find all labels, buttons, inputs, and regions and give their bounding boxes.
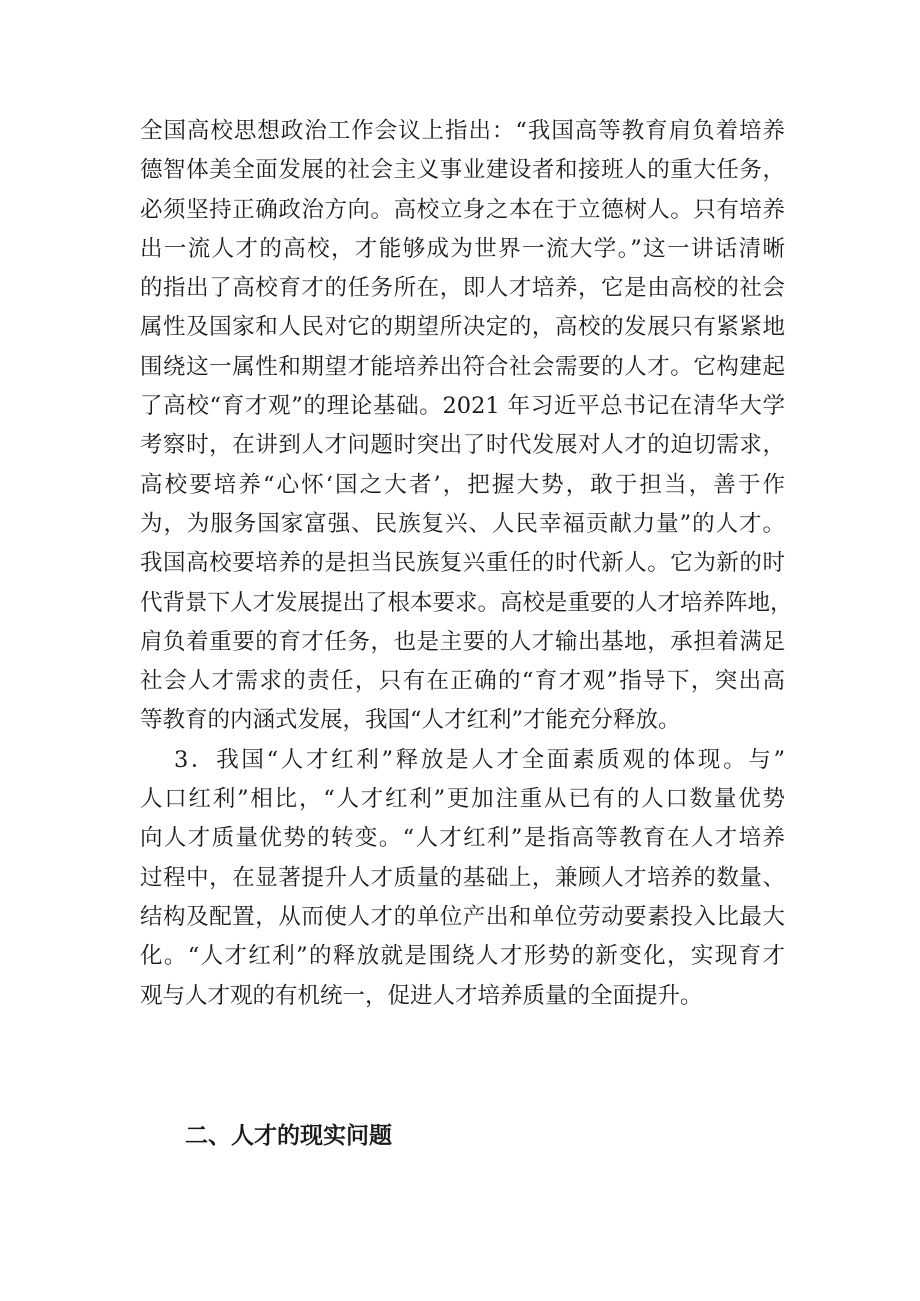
text-line: 德智体美全面发展的社会主义事业建设者和接班人的重大任务， bbox=[140, 157, 785, 184]
text-line: 过程中，在显著提升人才质量的基础上，兼顾人才培养的数量、 bbox=[140, 864, 785, 891]
text-line: 围绕这一属性和期望才能培养出符合社会需要的人才。它构建起 bbox=[140, 353, 785, 380]
text-line: 社会人才需求的责任，只有在正确的“育才观”指导下，突出高 bbox=[140, 668, 785, 695]
text-line: 肩负着重要的育才任务，也是主要的人才输出基地，承担着满足 bbox=[140, 628, 785, 655]
text-line: 向人才质量优势的转变。“人才红利”是指高等教育在人才培养 bbox=[140, 825, 785, 852]
text-line: 出一流人才的高校，才能够成为世界一流大学。”这一讲话清晰 bbox=[140, 235, 785, 262]
text-line: 高校要培养“心怀‘国之大者’，把握大势，敢于担当，善于作 bbox=[140, 471, 785, 498]
text-line: 观与人才观的有机统一，促进人才培养质量的全面提升。 bbox=[140, 982, 703, 1009]
text-line: 人口红利”相比，“人才红利”更加注重从已有的人口数量优势 bbox=[140, 786, 785, 813]
text-line: 全国高校思想政治工作会议上指出：“我国高等教育肩负着培养 bbox=[140, 118, 785, 144]
body-text bbox=[140, 112, 793, 1016]
text-line: 化。“人才红利”的释放就是围绕人才形势的新变化，实现育才 bbox=[140, 943, 785, 970]
text-line: 等教育的内涵式发展，我国“人才红利”才能充分释放。 bbox=[140, 707, 681, 734]
text-line: 属性及国家和人民对它的期望所决定的，高校的发展只有紧紧地 bbox=[140, 314, 785, 341]
text-line: 考察时，在讲到人才问题时突出了时代发展对人才的迫切需求， bbox=[140, 432, 785, 459]
text-line: 代背景下人才发展提出了根本要求。高校是重要的人才培养阵地， bbox=[140, 589, 793, 616]
text-line: 了高校“育才观”的理论基础。2021 年习近平总书记在清华大学 bbox=[140, 393, 785, 420]
section-heading: 二、人才的现实问题 bbox=[185, 1123, 392, 1149]
text-line: 的指出了高校育才的任务所在，即人才培养，它是由高校的社会 bbox=[140, 275, 785, 302]
text-line: 为，为服务国家富强、民族复兴、人民幸福贡献力量”的人才。 bbox=[140, 510, 785, 537]
text-line: 我国高校要培养的是担当民族复兴重任的时代新人。它为新的时 bbox=[140, 550, 785, 577]
text-line: 3．我国“人才红利”释放是人才全面素质观的体现。与” bbox=[174, 746, 785, 773]
text-line: 结构及配置，从而使人才的单位产出和单位劳动要素投入比最大 bbox=[140, 903, 785, 930]
text-line: 必须坚持正确政治方向。高校立身之本在于立德树人。只有培养 bbox=[140, 196, 785, 223]
